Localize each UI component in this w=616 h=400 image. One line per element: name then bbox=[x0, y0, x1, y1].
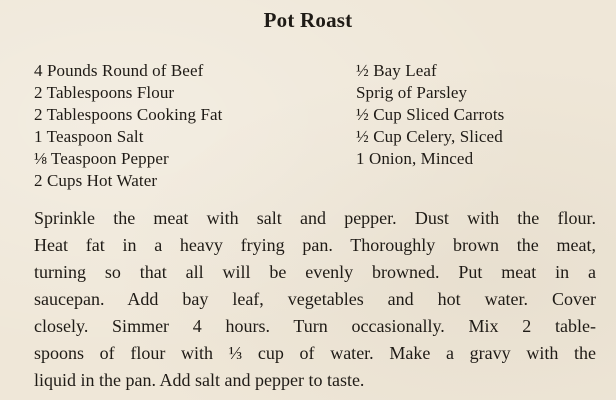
ingredient-item: 1 Teaspoon Salt bbox=[34, 127, 144, 146]
ingredients-right-column bbox=[356, 60, 606, 170]
ingredient-item: ½ Cup Celery, Sliced bbox=[356, 127, 503, 146]
ingredient-item: ½ Bay Leaf bbox=[356, 61, 437, 80]
instruction-line: Heat fat in a heavy frying pan. Thoroughly brown the meat, bbox=[34, 235, 596, 255]
instruction-line: liquid in the pan. Add salt and pepper to taste. bbox=[34, 370, 365, 390]
ingredient-item: ½ Cup Sliced Carrots bbox=[356, 105, 505, 124]
instruction-line: closely. Simmer 4 hours. Turn occasionally. Mix 2 table- bbox=[34, 316, 596, 336]
ingredient-item: 4 Pounds Round of Beef bbox=[34, 61, 204, 80]
ingredient-item: 2 Cups Hot Water bbox=[34, 171, 158, 190]
recipe-title: Pot Roast bbox=[263, 8, 353, 32]
instruction-line: saucepan. Add bay leaf, vegetables and hot water. Cover bbox=[34, 289, 596, 309]
ingredient-item: 2 Tablespoons Flour bbox=[34, 83, 175, 102]
ingredient-item: Sprig of Parsley bbox=[356, 83, 468, 102]
ingredient-item: 2 Tablespoons Cooking Fat bbox=[34, 105, 223, 124]
ingredient-item: 1 Onion, Minced bbox=[356, 149, 474, 168]
instruction-line: Sprinkle the meat with salt and pepper. Dust with the flour. bbox=[34, 208, 596, 228]
recipe-instructions bbox=[34, 205, 596, 394]
instruction-line: turning so that all will be evenly browned. Put meat in a bbox=[34, 262, 596, 282]
instruction-line: spoons of flour with ⅓ cup of water. Make a gravy with the bbox=[34, 343, 596, 363]
ingredients-left-column bbox=[34, 60, 334, 192]
ingredient-item: ⅛ Teaspoon Pepper bbox=[34, 149, 169, 168]
